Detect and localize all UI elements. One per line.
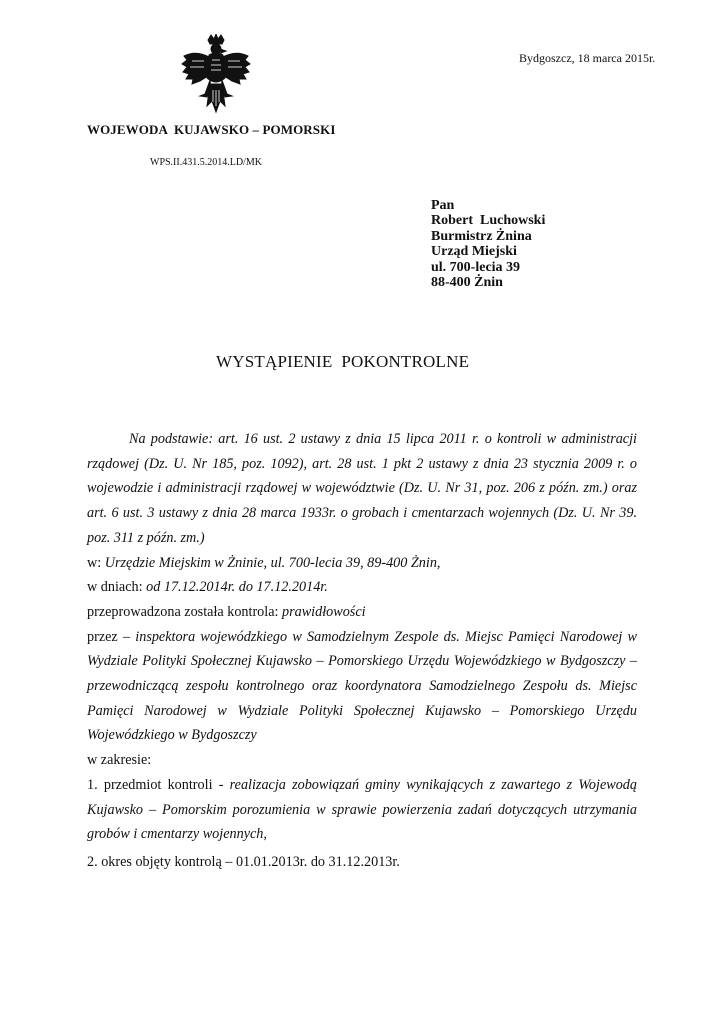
addressee-office: Urząd Miejski	[431, 244, 517, 260]
addressee-block	[431, 198, 545, 290]
addressee-name: Robert Luchowski	[431, 213, 546, 229]
item1-value: realizacja zobowiązań gminy wynikających z zawartego z Wojewodą Kujawsko – Pomorskim porozumienia w sprawie powierzenia zadań dotyczących utrzymania grobów i cmentarzy wojennych,	[87, 776, 637, 843]
dates-line	[87, 575, 637, 600]
by-value: inspektora wojewódzkiego w Samodzielnym Zespole ds. Miejsc Pamięci Narodowej w Wydziale Polityki Społecznej Kujawsko – Pomorskiego Urzędu Wojewódzkiego w Bydgoszczy – przewodniczącą zespołu kontrolnego oraz koordynatora Samodzielnego Zespołu ds. Miejsc Pamięci Narodowej w Wydziale Polityki Społecznej Kujawsko – Pomorskiego Urzędu Wojewódzkiego w Bydgoszczy	[87, 628, 637, 744]
dates-value: od 17.12.2014r. do 17.12.2014r.	[146, 579, 328, 596]
issuing-authority: WOJEWODA KUJAWSKO – POMORSKI	[87, 122, 336, 137]
letter-date: Bydgoszcz, 18 marca 2015r.	[519, 51, 656, 65]
scope-item-2: 2. okres objęty kontrolą – 01.01.2013r. do 31.12.2013r.	[87, 853, 400, 870]
addressee-salutation: Pan	[431, 198, 455, 213]
scope-item-1	[87, 773, 637, 847]
location-label: w:	[87, 554, 105, 571]
addressee-street: ul. 700-lecia 39	[431, 259, 521, 275]
item1-label: 1. przedmiot kontroli -	[87, 776, 230, 793]
polish-eagle-emblem-icon	[180, 34, 252, 116]
location-value: Urzędzie Miejskim w Żninie, ul. 700-lecia 39, 89-400 Żnin,	[104, 554, 441, 571]
control-type-line	[87, 600, 637, 625]
dates-label: w dniach:	[87, 579, 147, 596]
reference-number: WPS.II.431.5.2014.LD/MK	[150, 157, 262, 168]
location-line	[87, 551, 637, 576]
addressee-city: 88-400 Żnin	[431, 275, 503, 291]
document-title: WYSTĄPIENIE POKONTROLNE	[216, 352, 470, 371]
control-label: przeprowadzona została kontrola:	[87, 603, 282, 620]
scope-label: w zakresie:	[87, 752, 152, 769]
control-value: prawidłowości	[282, 603, 366, 620]
inspector-paragraph	[87, 625, 637, 749]
addressee-position: Burmistrz Żnina	[431, 228, 532, 244]
document-body	[87, 427, 637, 875]
legal-basis-paragraph: Na podstawie: art. 16 ust. 2 ustawy z dnia 15 lipca 2011 r. o kontroli w administracji rządowej (Dz. U. Nr 185, poz. 1092), art. 28 ust. 1 pkt 2 ustawy z dnia 23 stycznia 2009 r. o wojewodzie i administracji rządowej w województwie (Dz. U. Nr 31, poz. 206 z późn. zm.) oraz art. 6 ust. 3 ustawy z dnia 28 marca 1933r. o grobach i cmentarzach wojennych (Dz. U. Nr 39. poz. 311 z późn. zm.)	[87, 431, 637, 546]
by-label: przez –	[87, 628, 136, 645]
